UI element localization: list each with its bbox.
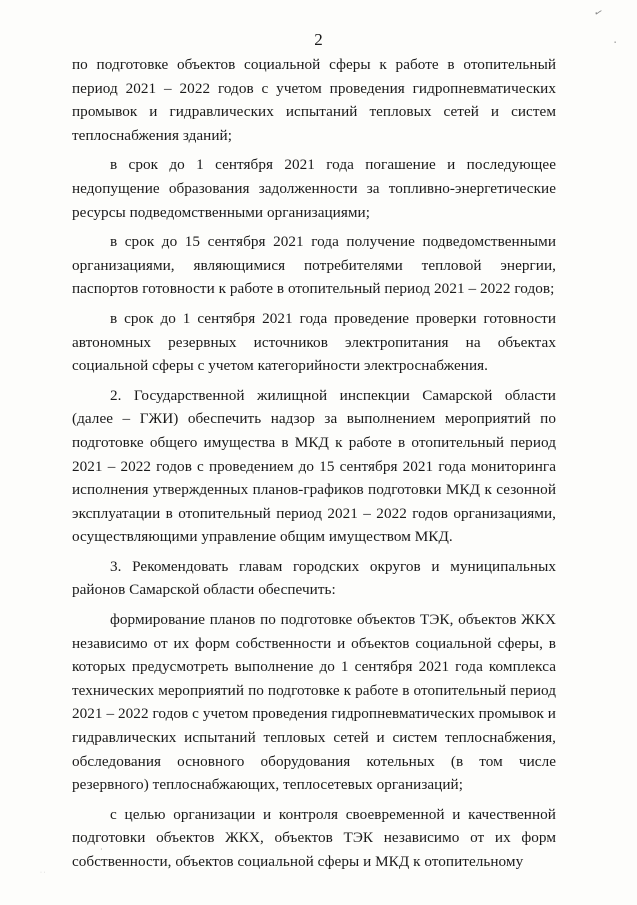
paragraph-item-3-recommend: 3. Рекомендовать главам городских округов и муниципальных районов Самарской области обеспечить: — [72, 557, 556, 599]
paragraph-continuation: по подготовке объектов социальной сферы к работе в отопительный период 2021 – 2022 годов с учетом проведения гидропневматических промывок и гидравлических испытаний тепловых сетей и систем теплоснабжения зданий; — [72, 56, 556, 144]
paragraph-backup-power-check: в срок до 1 сентября 2021 года проведение проверки готовности автономных резервных источников электропитания на объектах социальной сферы с учетом категорийности электроснабжения. — [72, 309, 556, 375]
scan-speck: · — [100, 845, 103, 854]
scan-speck: · · — [40, 870, 46, 876]
document-body — [72, 53, 556, 880]
paragraph-control: с целью организации и контроля своевременной и качественной подготовки объектов ЖКХ, объектов ТЭК независимо от их форм собственности, объектов социальной сферы и МКД к отопительному — [72, 805, 556, 870]
page-number: 2 — [314, 30, 323, 49]
scan-mark: ✓ — [592, 6, 605, 21]
paragraph-debt-repayment: в срок до 1 сентября 2021 года погашение и последующее недопущение образования задолженности за топливно-энергетические ресурсы подведомственными организациями; — [72, 156, 556, 221]
paragraph-item-2-gzhi: 2. Государственной жилищной инспекции Самарской области (далее – ГЖИ) обеспечить надзор за выполнением мероприятий по подготовке общего имущества в МКД к работе в отопительный период 2021 – 2022 годов с проведением до 15 сентября 2021 года мониторинга исполнения утвержденных планов-графиков подготовки МКД к сезонной эксплуатации в отопительный период 2021 – 2022 годов организациями, осуществляющими управление общим имуществом МКД. — [72, 386, 556, 546]
scan-speck: ▪ — [614, 40, 617, 46]
paragraph-planning: формирование планов по подготовке объектов ТЭК, объектов ЖКХ независимо от их форм собственности и объектов социальной сферы, в которых предусмотреть выполнение до 1 сентября 2021 года комплекса технических мероприятий по подготовке к работе в отопительный период 2021 – 2022 годов с учетом проведения гидропневматических промывок и гидравлических испытаний тепловых сетей и систем теплоснабжения, обследования основного оборудования котельных (в том числе резервного) теплоснабжающих, теплосетевых организаций; — [72, 611, 556, 794]
paragraph-readiness-passports: в срок до 15 сентября 2021 года получение подведомственными организациями, являющимися потребителями тепловой энергии, паспортов готовности к работе в отопительный период 2021 – 2022 годов; — [72, 233, 556, 298]
